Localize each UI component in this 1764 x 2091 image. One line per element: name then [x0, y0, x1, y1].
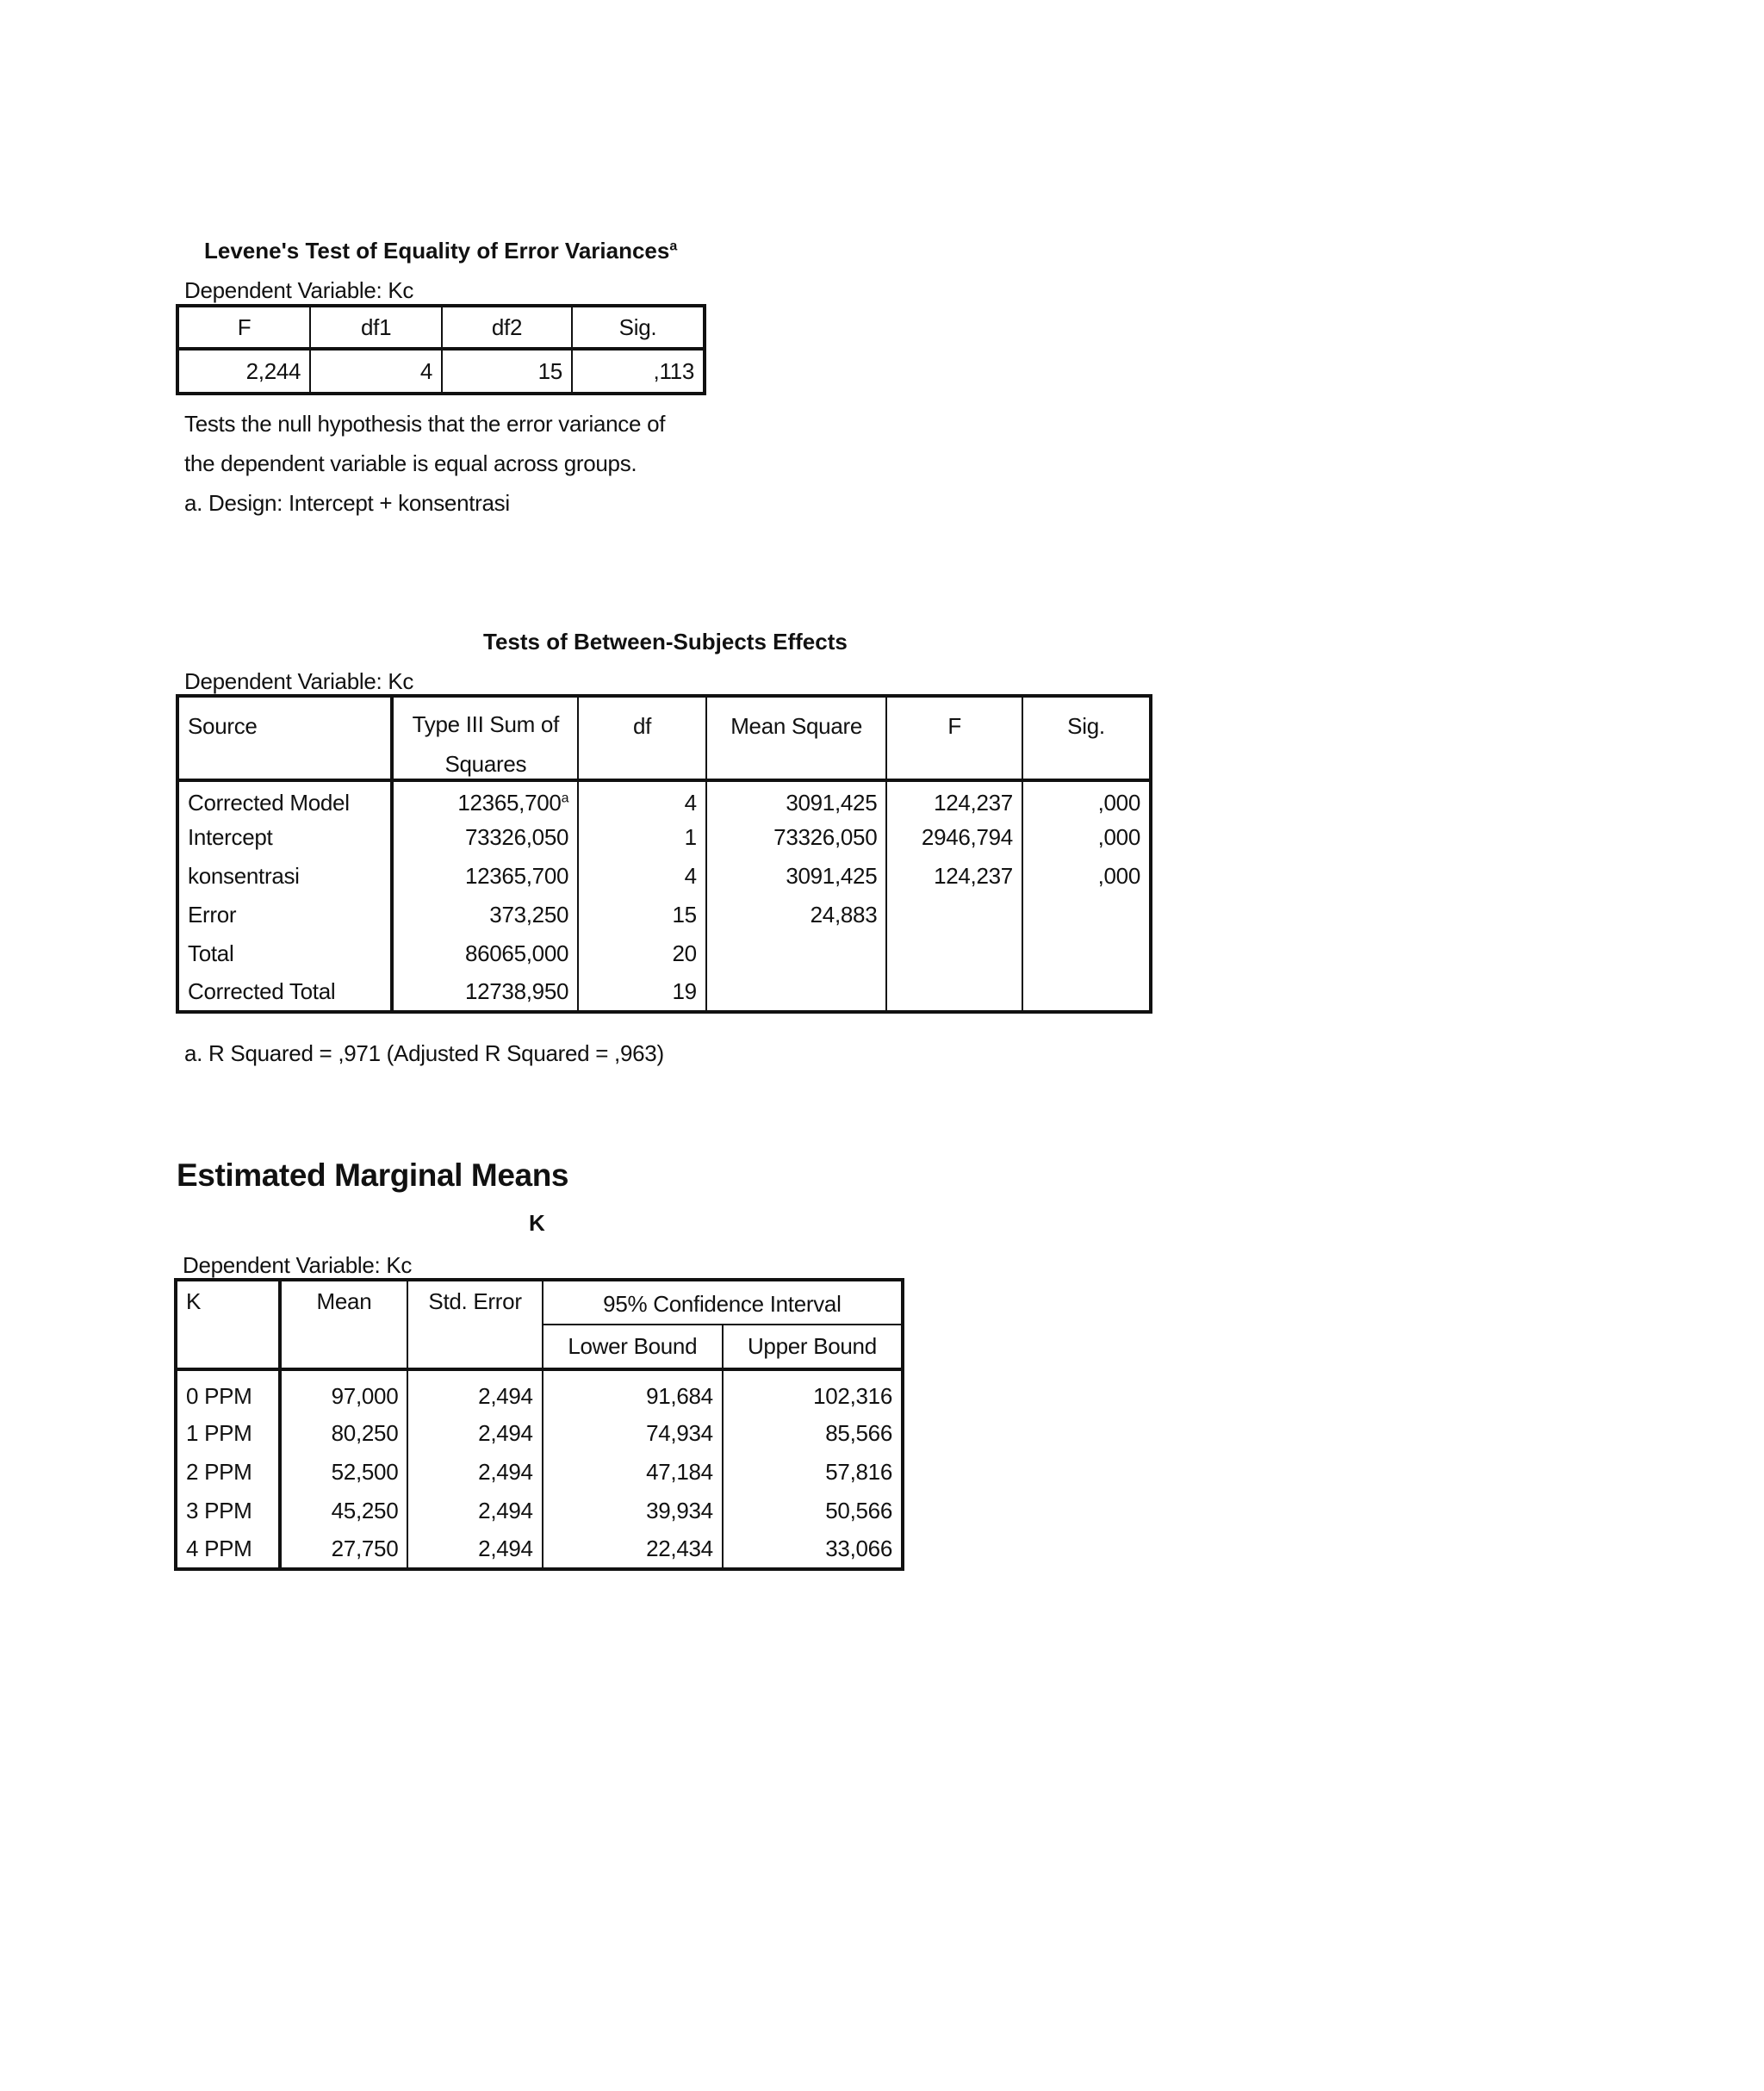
between-header-ms: Mean Square	[706, 696, 887, 780]
emm-table-body	[176, 1369, 903, 1569]
emm-row	[176, 1453, 903, 1492]
emm-cell-std-error: 2,494	[407, 1369, 542, 1414]
emm-subtitle: K	[529, 1210, 545, 1236]
between-cell-sig	[1022, 973, 1151, 1012]
emm-cell-mean: 52,500	[280, 1453, 408, 1492]
between-cell-df: 20	[578, 934, 706, 973]
between-cell-sig: ,000	[1022, 818, 1151, 857]
levene-table	[176, 304, 706, 395]
between-cell-source: Intercept	[177, 818, 392, 857]
between-cell-ms: 24,883	[706, 896, 887, 934]
emm-header-std-error: Std. Error	[407, 1280, 542, 1369]
between-cell-df: 19	[578, 973, 706, 1012]
between-cell-ss: 12365,700	[392, 857, 578, 896]
between-cell-f	[886, 934, 1022, 973]
between-cell-f: 124,237	[886, 857, 1022, 896]
emm-header-lower-bound: Lower Bound	[543, 1325, 723, 1369]
between-cell-source: Error	[177, 896, 392, 934]
between-cell-ss: 86065,000	[392, 934, 578, 973]
levene-header-sig: Sig.	[572, 306, 705, 349]
emm-table	[174, 1278, 904, 1571]
between-cell-sig	[1022, 896, 1151, 934]
between-header-ss-line1: Type III Sum of	[412, 711, 559, 737]
between-cell-f: 2946,794	[886, 818, 1022, 857]
emm-header-row-1	[176, 1280, 903, 1325]
emm-cell-k: 1 PPM	[176, 1414, 280, 1453]
emm-row	[176, 1492, 903, 1530]
between-cell-df: 15	[578, 896, 706, 934]
between-header-ss	[392, 696, 578, 780]
emm-cell-upper-bound: 50,566	[723, 1492, 903, 1530]
emm-cell-mean: 80,250	[280, 1414, 408, 1453]
between-cell-source: konsentrasi	[177, 857, 392, 896]
between-header-f: F	[886, 696, 1022, 780]
between-cell-source: Corrected Model	[177, 780, 392, 818]
levene-value-f: 2,244	[177, 349, 310, 394]
between-cell-ss: 12738,950	[392, 973, 578, 1012]
emm-cell-lower-bound: 74,934	[543, 1414, 723, 1453]
emm-cell-upper-bound: 102,316	[723, 1369, 903, 1414]
emm-row	[176, 1414, 903, 1453]
levene-header-df1: df1	[310, 306, 442, 349]
between-cell-ms: 3091,425	[706, 780, 887, 818]
between-table-body	[177, 780, 1151, 1012]
between-cell-ms	[706, 934, 887, 973]
emm-cell-std-error: 2,494	[407, 1414, 542, 1453]
levene-header-f: F	[177, 306, 310, 349]
between-cell-ss	[392, 780, 578, 818]
emm-cell-lower-bound: 22,434	[543, 1530, 723, 1569]
emm-cell-k: 3 PPM	[176, 1492, 280, 1530]
emm-cell-std-error: 2,494	[407, 1492, 542, 1530]
between-cell-ms	[706, 973, 887, 1012]
emm-cell-lower-bound: 91,684	[543, 1369, 723, 1414]
emm-cell-std-error: 2,494	[407, 1530, 542, 1569]
between-header-ss-line2: Squares	[444, 751, 527, 777]
levene-note-footnote: a. Design: Intercept + konsentrasi	[184, 490, 510, 516]
levene-value-df1: 4	[310, 349, 442, 394]
between-header-df: df	[578, 696, 706, 780]
levene-header-df2: df2	[442, 306, 572, 349]
between-row	[177, 934, 1151, 973]
emm-cell-upper-bound: 33,066	[723, 1530, 903, 1569]
levene-note-1: Tests the null hypothesis that the error variance of	[184, 411, 666, 437]
emm-header-ci: 95% Confidence Interval	[543, 1280, 903, 1325]
between-header-row	[177, 696, 1151, 780]
between-dependent-variable: Dependent Variable: Kc	[184, 668, 414, 694]
between-cell-f	[886, 973, 1022, 1012]
emm-cell-std-error: 2,494	[407, 1453, 542, 1492]
levene-note-2: the dependent variable is equal across groups.	[184, 450, 637, 476]
emm-cell-k: 0 PPM	[176, 1369, 280, 1414]
levene-header-row	[177, 306, 705, 349]
between-row	[177, 973, 1151, 1012]
between-cell-df: 1	[578, 818, 706, 857]
emm-cell-lower-bound: 47,184	[543, 1453, 723, 1492]
emm-row	[176, 1530, 903, 1569]
between-header-source: Source	[177, 696, 392, 780]
emm-cell-upper-bound: 85,566	[723, 1414, 903, 1453]
levene-title-footnote-mark: a	[669, 239, 678, 254]
emm-cell-mean: 45,250	[280, 1492, 408, 1530]
emm-cell-k: 4 PPM	[176, 1530, 280, 1569]
between-cell-source: Total	[177, 934, 392, 973]
between-cell-ss-value: 12365,700	[457, 789, 562, 816]
levene-dependent-variable: Dependent Variable: Kc	[184, 277, 414, 303]
emm-cell-mean: 97,000	[280, 1369, 408, 1414]
between-cell-sig	[1022, 934, 1151, 973]
between-row	[177, 896, 1151, 934]
between-table	[176, 694, 1152, 1014]
between-cell-ms: 73326,050	[706, 818, 887, 857]
between-cell-ms: 3091,425	[706, 857, 887, 896]
emm-cell-k: 2 PPM	[176, 1453, 280, 1492]
between-cell-ss: 73326,050	[392, 818, 578, 857]
between-note: a. R Squared = ,971 (Adjusted R Squared = ,963)	[184, 1040, 664, 1066]
emm-header-mean: Mean	[280, 1280, 408, 1369]
between-row	[177, 818, 1151, 857]
between-cell-ss: 373,250	[392, 896, 578, 934]
between-cell-sig: ,000	[1022, 780, 1151, 818]
emm-cell-lower-bound: 39,934	[543, 1492, 723, 1530]
between-cell-source: Corrected Total	[177, 973, 392, 1012]
emm-cell-upper-bound: 57,816	[723, 1453, 903, 1492]
emm-header-k: K	[176, 1280, 280, 1369]
between-title: Tests of Between-Subjects Effects	[483, 629, 848, 655]
levene-value-df2: 15	[442, 349, 572, 394]
between-row	[177, 780, 1151, 818]
between-cell-df: 4	[578, 857, 706, 896]
levene-title	[204, 238, 677, 264]
emm-section-title: Estimated Marginal Means	[177, 1157, 569, 1193]
emm-header-upper-bound: Upper Bound	[723, 1325, 903, 1369]
between-row	[177, 857, 1151, 896]
levene-data-row	[177, 349, 705, 394]
emm-dependent-variable: Dependent Variable: Kc	[183, 1252, 413, 1278]
emm-row	[176, 1369, 903, 1414]
emm-cell-mean: 27,750	[280, 1530, 408, 1569]
between-cell-f	[886, 896, 1022, 934]
between-cell-df: 4	[578, 780, 706, 818]
levene-title-text: Levene's Test of Equality of Error Variances	[204, 238, 670, 264]
between-header-sig: Sig.	[1022, 696, 1151, 780]
between-cell-sig: ,000	[1022, 857, 1151, 896]
between-cell-f: 124,237	[886, 780, 1022, 818]
levene-value-sig: ,113	[572, 349, 705, 394]
between-cell-ss-footnote-mark: a	[561, 790, 569, 805]
